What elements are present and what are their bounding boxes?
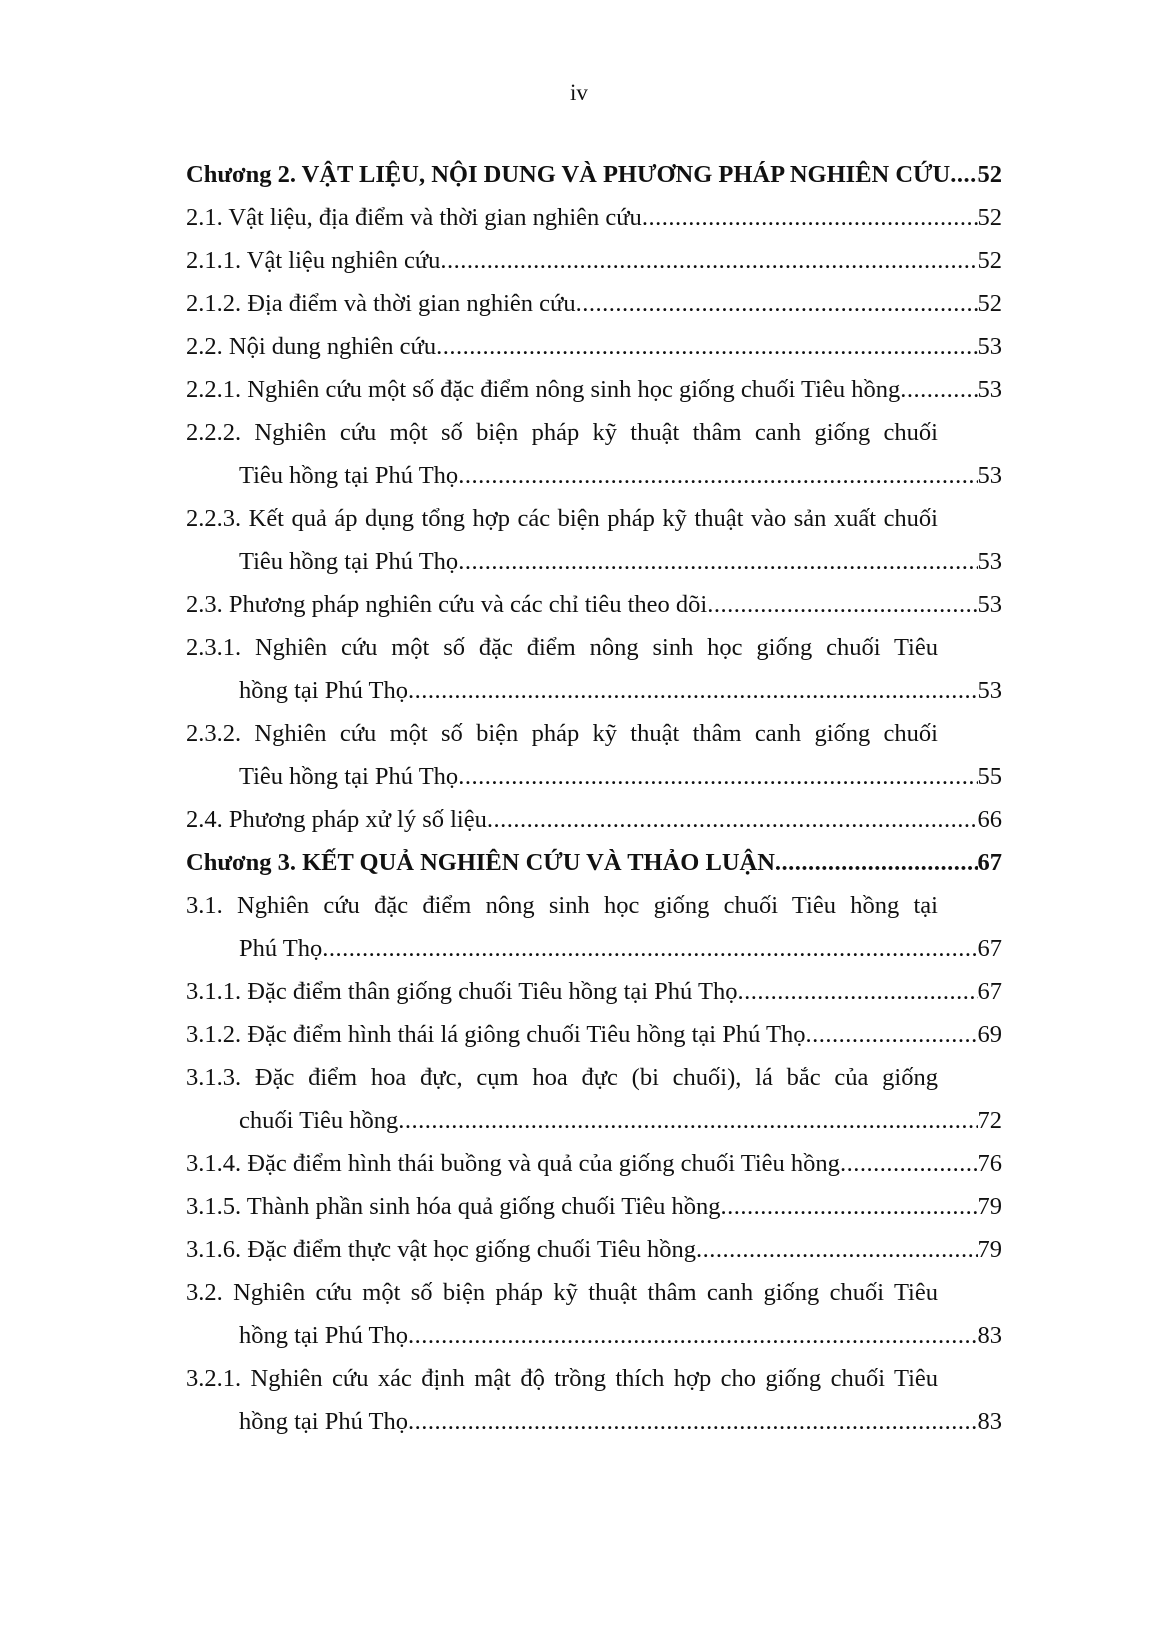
toc-title: 2.4. Phương pháp xử lý số liệu bbox=[186, 806, 487, 833]
toc-page-number: 79 bbox=[977, 1193, 1002, 1220]
toc-line bbox=[239, 1099, 1002, 1143]
toc-line bbox=[186, 1185, 1002, 1229]
toc-title: 2.2.2. Nghiên cứu một số biện pháp kỹ thuật thâm canh giống chuối bbox=[186, 419, 938, 446]
toc-title: hồng tại Phú Thọ bbox=[239, 677, 409, 704]
toc-page-number: 52 bbox=[977, 204, 1002, 231]
toc-leader-dots bbox=[707, 583, 977, 627]
toc-title: Tiêu hồng tại Phú Thọ bbox=[239, 548, 459, 575]
toc-line bbox=[186, 239, 1002, 283]
toc-leader-dots bbox=[458, 454, 977, 498]
toc-leader-dots bbox=[436, 325, 977, 369]
toc-title: 3.1.6. Đặc điểm thực vật học giống chuối Tiêu hồng bbox=[186, 1236, 697, 1263]
toc-line bbox=[186, 325, 1002, 369]
toc-page-number: 52 bbox=[977, 161, 1002, 188]
toc-line bbox=[186, 196, 1002, 240]
toc-title: 3.1.4. Đặc điểm hình thái buồng và quả của giống chuối Tiêu hồng bbox=[186, 1150, 840, 1177]
toc-title: 2.2.1. Nghiên cứu một số đặc điểm nông sinh học giống chuối Tiêu hồng bbox=[186, 376, 901, 403]
toc-title: 3.1.3. Đặc điểm hoa đực, cụm hoa đực (bi chuối), lá bắc của giống bbox=[186, 1064, 938, 1091]
toc-line bbox=[186, 1142, 1002, 1186]
toc-title: 3.1.5. Thành phần sinh hóa quả giống chuối Tiêu hồng bbox=[186, 1193, 721, 1220]
toc-page-number: 53 bbox=[977, 462, 1002, 489]
toc-title: hồng tại Phú Thọ bbox=[239, 1408, 409, 1435]
toc-line bbox=[239, 669, 1002, 713]
toc-line bbox=[239, 755, 1002, 799]
toc-page-number: 83 bbox=[977, 1408, 1002, 1435]
toc-line bbox=[186, 798, 1002, 842]
page-number: iv bbox=[570, 80, 588, 105]
toc-page-number: 53 bbox=[977, 548, 1002, 575]
toc-leader-dots bbox=[408, 1400, 977, 1444]
toc-title: 2.1.1. Vật liệu nghiên cứu bbox=[186, 247, 441, 274]
toc-page-number: 53 bbox=[977, 376, 1002, 403]
toc-title: hồng tại Phú Thọ bbox=[239, 1322, 409, 1349]
toc-line bbox=[239, 1314, 1002, 1358]
toc-title: chuối Tiêu hồng bbox=[239, 1107, 399, 1134]
toc-page-number: 53 bbox=[977, 677, 1002, 704]
toc-page-number: 52 bbox=[977, 247, 1002, 274]
toc-title: Tiêu hồng tại Phú Thọ bbox=[239, 462, 459, 489]
toc-title: 3.1.1. Đặc điểm thân giống chuối Tiêu hồng tại Phú Thọ bbox=[186, 978, 738, 1005]
toc-page-number: 55 bbox=[977, 763, 1002, 790]
toc-line bbox=[186, 1013, 1002, 1057]
toc-leader-dots bbox=[775, 841, 978, 885]
toc-title: Chương 2. VẬT LIỆU, NỘI DUNG VÀ PHƯƠNG PHÁP NGHIÊN CỨU bbox=[186, 161, 951, 188]
toc-leader-dots bbox=[440, 239, 977, 283]
toc-title: 2.2. Nội dung nghiên cứu bbox=[186, 333, 437, 360]
toc-line bbox=[239, 540, 1002, 584]
toc-title: 2.3.2. Nghiên cứu một số biện pháp kỹ thuật thâm canh giống chuối bbox=[186, 720, 938, 747]
toc-title: 3.1.2. Đặc điểm hình thái lá giông chuối Tiêu hồng tại Phú Thọ bbox=[186, 1021, 806, 1048]
toc-title: 2.1.2. Địa điểm và thời gian nghiên cứu bbox=[186, 290, 576, 317]
toc-title: 2.2.3. Kết quả áp dụng tổng hợp các biện pháp kỹ thuật vào sản xuất chuối bbox=[186, 505, 938, 532]
toc-leader-dots bbox=[840, 1142, 978, 1186]
toc-leader-dots bbox=[900, 368, 977, 412]
toc-title: 3.1. Nghiên cứu đặc điểm nông sinh học giống chuối Tiêu hồng tại bbox=[186, 892, 938, 919]
toc-leader-dots bbox=[408, 1314, 977, 1358]
toc-title: Chương 3. KẾT QUẢ NGHIÊN CỨU VÀ THẢO LUẬN bbox=[186, 849, 775, 876]
toc-line bbox=[239, 454, 1002, 498]
toc-page-number: 52 bbox=[977, 290, 1002, 317]
toc-line bbox=[186, 583, 1002, 627]
toc-line bbox=[239, 1400, 1002, 1444]
toc-line bbox=[186, 1228, 1002, 1272]
toc-leader-dots bbox=[696, 1228, 977, 1272]
toc-line bbox=[186, 841, 1002, 885]
toc-leader-dots bbox=[737, 970, 977, 1014]
toc-title: 2.1. Vật liệu, địa điểm và thời gian nghiên cứu bbox=[186, 204, 642, 231]
toc-page-number: 53 bbox=[977, 333, 1002, 360]
toc-title: 2.3.1. Nghiên cứu một số đặc điểm nông sinh học giống chuối Tiêu bbox=[186, 634, 938, 661]
toc-title: Phú Thọ bbox=[239, 935, 323, 962]
toc-line bbox=[239, 927, 1002, 971]
toc-page-number: 67 bbox=[977, 935, 1002, 962]
toc-page-number: 67 bbox=[977, 849, 1002, 876]
toc-leader-dots bbox=[398, 1099, 977, 1143]
toc-title: Tiêu hồng tại Phú Thọ bbox=[239, 763, 459, 790]
toc-line bbox=[186, 368, 1002, 412]
toc-page-number: 69 bbox=[977, 1021, 1002, 1048]
toc-page-number: 76 bbox=[977, 1150, 1002, 1177]
toc-leader-dots bbox=[458, 755, 977, 799]
toc-leader-dots bbox=[487, 798, 978, 842]
toc-leader-dots bbox=[576, 282, 978, 326]
toc-title: 3.2. Nghiên cứu một số biện pháp kỹ thuật thâm canh giống chuối Tiêu bbox=[186, 1279, 938, 1306]
toc-leader-dots bbox=[806, 1013, 978, 1057]
toc-line bbox=[186, 970, 1002, 1014]
toc-page-number: 53 bbox=[977, 591, 1002, 618]
toc-page-number: 67 bbox=[977, 978, 1002, 1005]
toc-leader-dots bbox=[408, 669, 977, 713]
toc-page-number: 79 bbox=[977, 1236, 1002, 1263]
toc-leader-dots bbox=[458, 540, 977, 584]
toc-title: 3.2.1. Nghiên cứu xác định mật độ trồng thích hợp cho giống chuối Tiêu bbox=[186, 1365, 938, 1392]
toc-line bbox=[186, 153, 1002, 197]
toc-title: 2.3. Phương pháp nghiên cứu và các chỉ tiêu theo dõi bbox=[186, 591, 708, 618]
toc-leader-dots bbox=[720, 1185, 977, 1229]
toc-leader-dots bbox=[642, 196, 978, 240]
toc-leader-dots bbox=[322, 927, 977, 971]
toc-page-number: 66 bbox=[977, 806, 1002, 833]
toc-line bbox=[186, 282, 1002, 326]
toc-leader-dots bbox=[950, 153, 977, 197]
toc-page-number: 72 bbox=[977, 1107, 1002, 1134]
toc-page-number: 83 bbox=[977, 1322, 1002, 1349]
